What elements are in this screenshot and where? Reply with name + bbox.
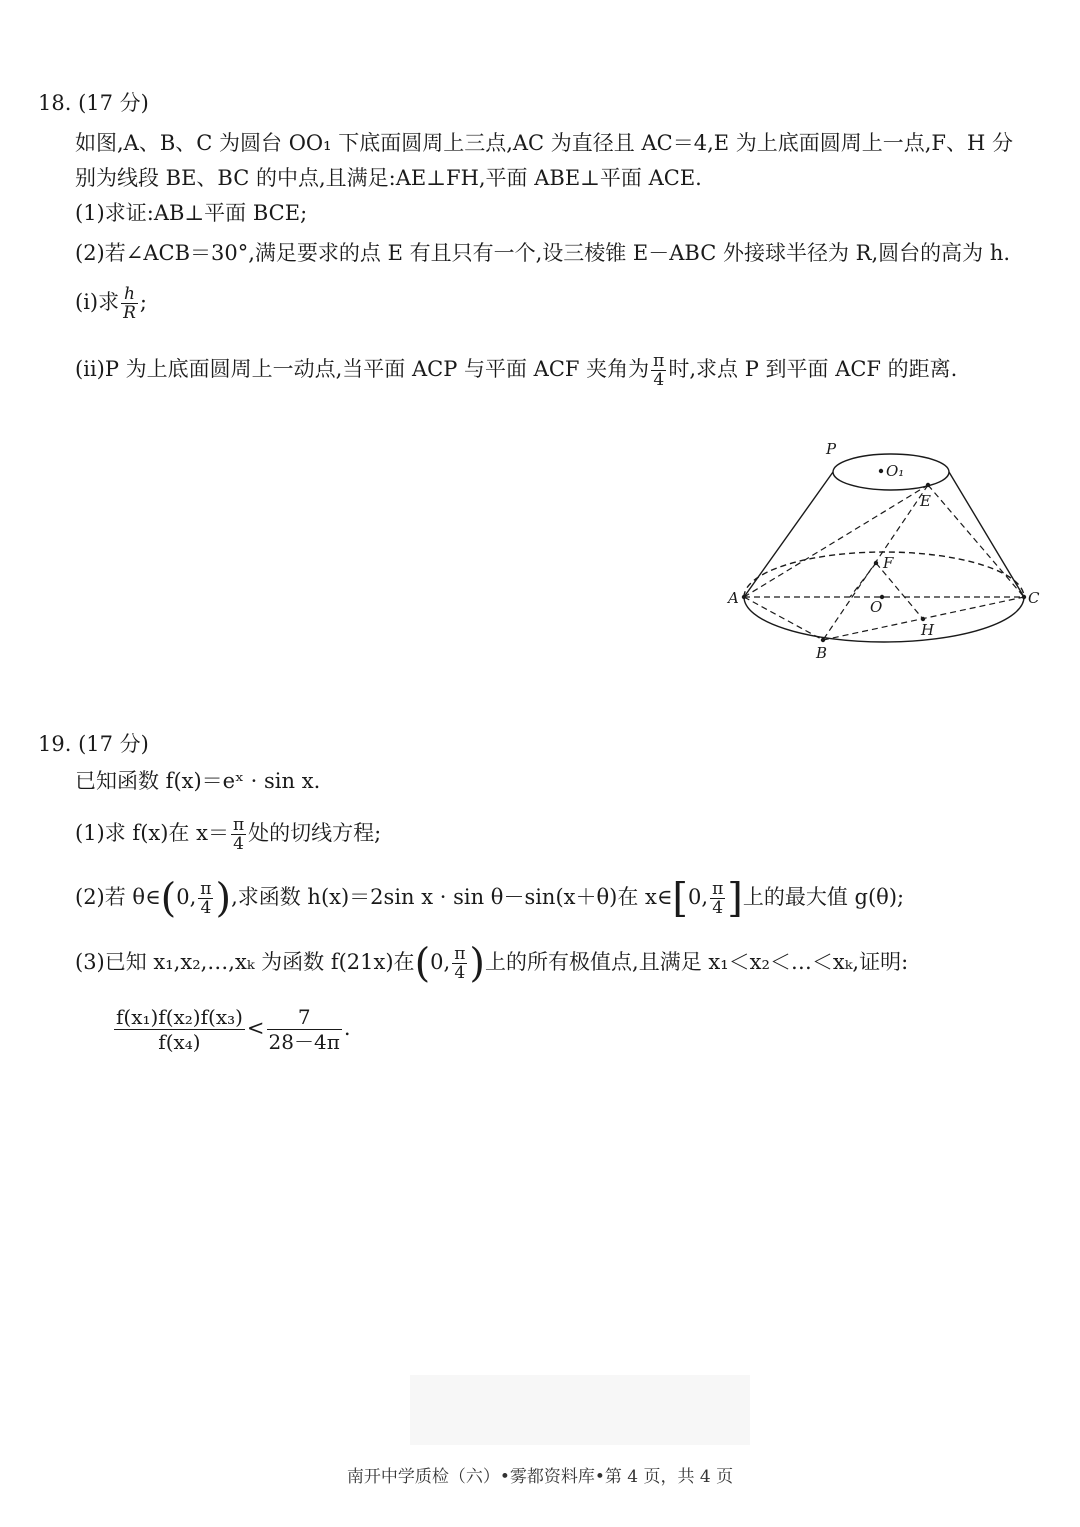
q18-part-i <box>75 285 147 322</box>
fraction-pi-over-4 <box>651 352 666 389</box>
q18-heading: 18. (17 分) <box>38 91 149 115</box>
fraction-h-over-R <box>121 285 138 322</box>
q19-part1-prefix: (1)求 f(x)在 x＝ <box>75 821 229 845</box>
q18-part-i-prefix: (ⅰ)求 <box>75 290 120 314</box>
fraction-denominator: R <box>123 303 136 323</box>
fraction-numerator: h <box>121 285 138 304</box>
label-O1: O₁ <box>886 462 905 480</box>
close-paren: ) <box>469 940 486 987</box>
point-A <box>742 595 746 599</box>
close-paren: ) <box>215 875 232 922</box>
fraction-numerator: π <box>200 879 212 899</box>
point-E <box>926 483 930 487</box>
point-C <box>1022 595 1026 599</box>
point-O1 <box>879 469 883 473</box>
interval-start: 0, <box>430 950 451 974</box>
q19-part2 <box>75 875 905 922</box>
rhs-fraction <box>267 1005 342 1054</box>
fraction-pi-over-4 <box>710 880 725 917</box>
open-paren: ( <box>414 940 431 987</box>
bottom-base-front-arc <box>744 597 1024 642</box>
less-than-sign: < <box>246 1016 265 1040</box>
segment-AB <box>744 597 823 640</box>
q19-intro: 已知函数 f(x)＝eˣ · sin x. <box>75 769 321 793</box>
open-bracket: [ <box>672 875 689 922</box>
fraction-denominator: 4 <box>233 834 244 854</box>
fraction-denominator: 4 <box>712 898 724 918</box>
q19-part2-c: 上的最大值 g(θ); <box>742 885 905 909</box>
label-P: P <box>826 440 837 458</box>
fraction-denominator: 4 <box>454 963 466 983</box>
right-slant-edge <box>949 472 1024 597</box>
fraction-denominator: 4 <box>653 370 665 390</box>
segment-AE <box>744 485 928 597</box>
frustum-figure <box>720 432 1050 662</box>
q19-part1 <box>75 816 381 853</box>
label-F: F <box>883 554 894 572</box>
q18-part-i-suffix: ; <box>139 290 147 314</box>
q18-part1: (1)求证:AB⊥平面 BCE; <box>75 201 308 225</box>
q19-part2-a: (2)若 θ∈ <box>75 885 161 909</box>
label-B: B <box>816 644 828 662</box>
interval-start: 0, <box>176 885 197 909</box>
segment-EC <box>928 485 1024 597</box>
q18-part-ii-suffix: 时,求点 P 到平面 ACF 的距离. <box>668 357 958 381</box>
close-bracket: ] <box>727 875 743 922</box>
lhs-denominator: f(x₄) <box>158 1030 201 1054</box>
page-footer: 南开中学质检（六）•雾都资料库•第 4 页，共 4 页 <box>346 1467 734 1487</box>
q18-part2: (2)若∠ACB＝30°,满足要求的点 E 有且只有一个,设三棱锥 E－ABC 外接球半径为 R,圆台的高为 h. <box>75 241 1011 265</box>
rhs-numerator: 7 <box>267 1005 342 1030</box>
q19-part3 <box>75 940 909 987</box>
q19-inequality <box>112 1005 351 1054</box>
fraction-denominator: 4 <box>200 898 212 918</box>
fraction-numerator: π <box>454 944 466 964</box>
q19-part2-b: ,求函数 h(x)＝2sin x · sin θ－sin(x＋θ)在 x∈ <box>231 885 673 909</box>
label-E: E <box>920 492 931 510</box>
lhs-fraction <box>114 1005 245 1054</box>
q18-intro-line2: 别为线段 BE、BC 的中点,且满足:AE⊥FH,平面 ABE⊥平面 ACE. <box>75 166 702 190</box>
inequality-end: . <box>343 1016 351 1040</box>
q19-heading: 19. (17 分) <box>38 732 149 756</box>
fraction-numerator: π <box>653 351 665 371</box>
q18-part-ii-prefix: (ⅱ)P 为上底面圆周上一动点,当平面 ACP 与平面 ACF 夹角为 <box>75 357 650 381</box>
fraction-pi-over-4 <box>452 945 467 982</box>
point-F <box>874 561 878 565</box>
point-B <box>821 638 825 642</box>
open-paren: ( <box>160 875 177 922</box>
label-O: O <box>870 598 883 616</box>
interval-start: 0, <box>688 885 709 909</box>
fraction-pi-over-4 <box>231 816 246 853</box>
q19-part3-a: (3)已知 x₁,x₂,…,xₖ 为函数 f(21x)在 <box>75 950 415 974</box>
q19-part1-suffix: 处的切线方程; <box>248 821 382 845</box>
label-A: A <box>728 589 739 607</box>
scan-smudge <box>410 1375 750 1445</box>
q18-intro-line1: 如图,A、B、C 为圆台 OO₁ 下底面圆周上三点,AC 为直径且 AC＝4,E 为上底面圆周上一点,F、H 分 <box>75 131 1013 155</box>
q19-part3-b: 上的所有极值点,且满足 x₁＜x₂＜…＜xₖ,证明: <box>485 950 909 974</box>
label-C: C <box>1028 589 1040 607</box>
fraction-pi-over-4 <box>198 880 213 917</box>
q18-part-ii <box>75 352 957 389</box>
fraction-numerator: π <box>232 815 245 835</box>
label-H: H <box>921 621 935 639</box>
rhs-denominator: 28－4π <box>268 1030 340 1054</box>
lhs-numerator: f(x₁)f(x₂)f(x₃) <box>116 1005 243 1029</box>
fraction-numerator: π <box>712 879 724 899</box>
